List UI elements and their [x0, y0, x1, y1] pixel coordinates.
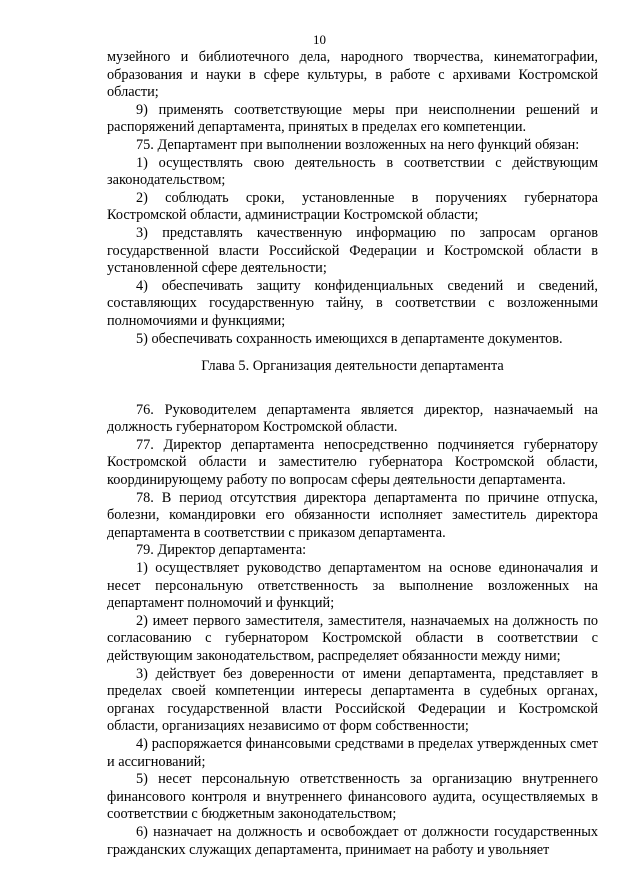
- paragraph-item-9: 9) применять соответствующие меры при неисполнении решений и распоряжений департамента, принятых в пределах его компетенции.: [107, 101, 598, 136]
- chapter-heading: Глава 5. Организация деятельности департамента: [201, 358, 504, 375]
- paragraph-75-item-1: 1) осуществлять свою деятельность в соответствии с действующим законодательством;: [107, 154, 598, 189]
- paragraph-75-item-2: 2) соблюдать сроки, установленные в поручениях губернатора Костромской области, администрации Костромской области;: [107, 189, 598, 224]
- paragraph-79-item-2: 2) имеет первого заместителя, заместителя, назначаемых на должность по согласованию с губернатором Костромской области в соответствии с действующим законодательством, распределяет обязанности между ними;: [107, 612, 598, 664]
- document-body: [107, 49, 598, 859]
- paragraph-79-item-6: 6) назначает на должность и освобождает от должности государственных гражданских служащих департамента, принимает на работу и увольняет: [107, 823, 598, 858]
- paragraph-75-item-4: 4) обеспечивать защиту конфиденциальных сведений и сведений, составляющих государственную тайну, в соответствии с возложенными полномочиями и функциями;: [107, 277, 598, 329]
- paragraph-76: 76. Руководителем департамента является директор, назначаемый на должность губернатором Костромской области.: [107, 401, 598, 436]
- paragraph-79-item-3: 3) действует без доверенности от имени департамента, представляет в пределах своей компетенции интересы департамента в судебных органах, органах государственной власти Российской Федерации и Костромской области, организациях независимо от форм собственности;: [107, 665, 598, 735]
- paragraph-continuation: музейного и библиотечного дела, народного творчества, кинематографии, образования и науки в сфере культуры, в работе с архивами Костромской области;: [107, 49, 598, 101]
- paragraph-77: 77. Директор департамента непосредственно подчиняется губернатору Костромской области и заместителю губернатора Костромской области, координирующему работу по вопросам сферы деятельности департамента.: [107, 436, 598, 489]
- paragraph-79-item-1: 1) осуществляет руководство департаментом на основе единоначалия и несет персональную ответственность за выполнение возложенных на департамент полномочий и функций;: [107, 560, 598, 612]
- paragraph-79-item-4: 4) распоряжается финансовыми средствами в пределах утвержденных смет и ассигнований;: [107, 735, 598, 770]
- page-number: 10: [313, 32, 326, 47]
- paragraph-75: 75. Департамент при выполнении возложенных на него функций обязан:: [136, 136, 580, 153]
- paragraph-75-item-5: 5) обеспечивать сохранность имеющихся в департаменте документов.: [136, 330, 563, 347]
- paragraph-78: 78. В период отсутствия директора департамента по причине отпуска, болезни, командировки его обязанности исполняет заместитель директора департамента в соответствии с приказом департамента.: [107, 489, 598, 541]
- paragraph-79: 79. Директор департамента:: [136, 542, 307, 559]
- paragraph-75-item-3: 3) представлять качественную информацию по запросам органов государственной власти Российской Федерации и Костромской области в установленной сфере деятельности;: [107, 224, 598, 277]
- paragraph-79-item-5: 5) несет персональную ответственность за организацию внутреннего финансового контроля и внутреннего финансового аудита, осуществляемых в соответствии с бюджетным законодательством;: [107, 771, 598, 823]
